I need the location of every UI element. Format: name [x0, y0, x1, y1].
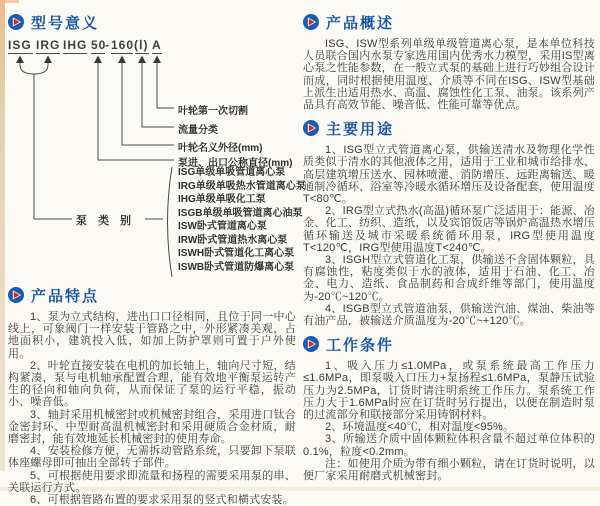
callout-port-diameter: 泵进、出口公称直径(mm): [178, 158, 293, 169]
callout-impeller-cut: 叶轮第一次切割: [178, 106, 248, 117]
condition-paragraph: 1、吸入压力≤1.0MPa，或泵系统最高工作压力≤1.6MPa，即泵吸入口压力+泵扬程≤1.6MPa，泵静压试验压力为2.5MPa，订货时请注明系统工作压力。泵系统工作压力大于1.6MPa时应在订货时另行提出，以便在制造时泵的过流部分和联接部分采用铸钢材料。: [303, 360, 595, 422]
pump-category-item: ISGB单级单吸管道离心油泵: [178, 207, 303, 219]
use-paragraph: 2、IRG型立式热水(高温)循环泵广泛适用于：能源、冶金、化工、纺织、造纸，以及宾馆饭店等锅炉高温热水增压循环输送及城市采暖系统循环用泵，IRG型使用温度T<120℃，IRG型使用温度T<240℃。: [303, 205, 595, 254]
play-bullet-icon: [303, 14, 319, 30]
model-section-header: [8, 12, 296, 32]
model-part: 50: [91, 38, 107, 52]
play-bullet-icon: [303, 120, 319, 136]
page-edge-left: [0, 0, 5, 471]
feature-paragraph: 1、泵为立式结构，进出口口径相同，且位于同一中心线上，可象阀门一样安装于管路之中，外形紧凑美观，占地面积小，建筑投入低，如加上防护罩则可置于户外使用。: [8, 311, 296, 360]
section-title-model: 型号意义: [31, 14, 100, 32]
overview-paragraph: ISG、ISW型系列单级单级管道离心泵，是本单位科技人员联合国内水泵专家选用国内优秀水力模型，采用IS型离心泵之性能参数，在一般立式泵的基础上进行巧妙组合设计而成，同时根据使用温度、介质等不同在ISG、ISW型基础上派生出适用热水、高温、腐蚀性化工泵、油泵。该系列产品具有高效节能、噪音低、性能可靠等优点。: [303, 38, 595, 112]
feature-paragraph: 6、可根据管路布置的要求采用泵的竖式和横式安装。: [30, 494, 294, 506]
uses-section-header: [303, 118, 595, 138]
section-title-conditions: 工作条件: [326, 336, 395, 354]
use-paragraph: 1、ISG型立式管道离心泵，供输送清水及物理化学性质类似于清水的其他液体之用，适用于工业和城市给排水、高层建筑增压送水、园林喷灌、消防增压、远距离输送、暖通制冷循环、浴室等冷暖水循环增压及设备配套，使用温度T<80℃。: [303, 144, 595, 206]
model-part: -: [105, 38, 110, 52]
left-column: [8, 8, 306, 506]
section-title-uses: 主要用途: [326, 120, 395, 138]
play-bullet-icon: [8, 14, 24, 30]
model-part: IRG: [36, 38, 61, 52]
features-text: [8, 311, 296, 506]
model-part: A: [152, 38, 162, 52]
use-paragraph: 3、ISGH型立式管道化工泵，供输送不含固体颗粒，具有腐蚀性，粘度类似于水的液体，适用于石油、化工、冶金、电力、造纸、食品制药和合成纤维等部门，使用温度为-20℃~120℃。: [303, 254, 595, 303]
pump-category-item: ISW卧式管道离心泵: [178, 221, 267, 232]
model-part: (Ⅰ): [134, 38, 149, 52]
model-part: IHG: [63, 38, 88, 52]
section-title-features: 产品特点: [31, 287, 100, 305]
feature-paragraph: 5、可根据使用要求即流量和扬程的需要采用泵的串、关联运行方式。: [8, 469, 296, 494]
pump-category-item: IHG单级单吸化工泵: [178, 194, 266, 205]
condition-paragraph: 3、所输送介质中固体颗粒体积含量不超过单位体积的0.1%，粒度<0.2mm。: [303, 433, 595, 458]
model-part: ISG: [8, 38, 32, 52]
features-section-header: [8, 285, 296, 305]
pump-category-item: ISWH卧式管道化工离心泵: [178, 248, 295, 259]
pump-category-label: 泵类别: [76, 215, 142, 227]
model-part: 160: [111, 38, 135, 52]
page-edge-top: [4, 0, 19, 3]
feature-paragraph: 4、安装检修方便，无需拆动管路系统，只要卸下泵联体座螺母即可抽出全部转子部件。: [8, 445, 296, 470]
callout-flow-class: 流量分类: [178, 125, 218, 136]
section-title-overview: 产品概述: [326, 14, 395, 32]
model-diagram: [8, 38, 306, 281]
right-column: [303, 8, 595, 482]
condition-paragraph: 2、环境温度<40℃，相对温度<95%。: [325, 421, 515, 434]
play-bullet-icon: [303, 336, 319, 352]
pump-category-item: ISG单级单吸管道离心泵: [178, 167, 286, 178]
pump-category-item: IRW卧式管道热水离心泵: [178, 234, 288, 246]
feature-paragraph: 2、叶轮直接安装在电机的加长轴上，轴向尺寸短，结构紧凑，泵与电机轴承配置合理，能有效地平衡泵运转产生的径向和轴向负荷，从而保证了泵的运行平稳，振动小、噪音低。: [8, 359, 296, 409]
use-paragraph: 4、ISGB型立式管道油泵，供输送汽油、煤油、柴油等有油产品，被输送介质温度为-20℃~+120℃。: [303, 302, 595, 328]
conditions-section-header: [303, 334, 595, 354]
pump-category-item: ISWB卧式管道防爆离心泵: [178, 261, 295, 273]
play-bullet-icon: [8, 287, 24, 303]
feature-paragraph: 3、轴封采用机械密封或机械密封组合，采用进口钛合金密封环、中型耐高温机械密封和采用硬质合金材质，耐磨密封，能有效地延长机械密封的使用寿命。: [8, 408, 296, 446]
overview-section-header: [303, 12, 595, 32]
callout-impeller-diameter: 叶轮名义外径(mm): [178, 143, 263, 154]
pump-category-item: IRG单级单吸热水管道离心泵: [178, 180, 306, 192]
condition-note: 注：如使用介质为带有细小颗粒，请在订货时说明，以便厂家采用耐磨式机械密封。: [303, 457, 595, 483]
